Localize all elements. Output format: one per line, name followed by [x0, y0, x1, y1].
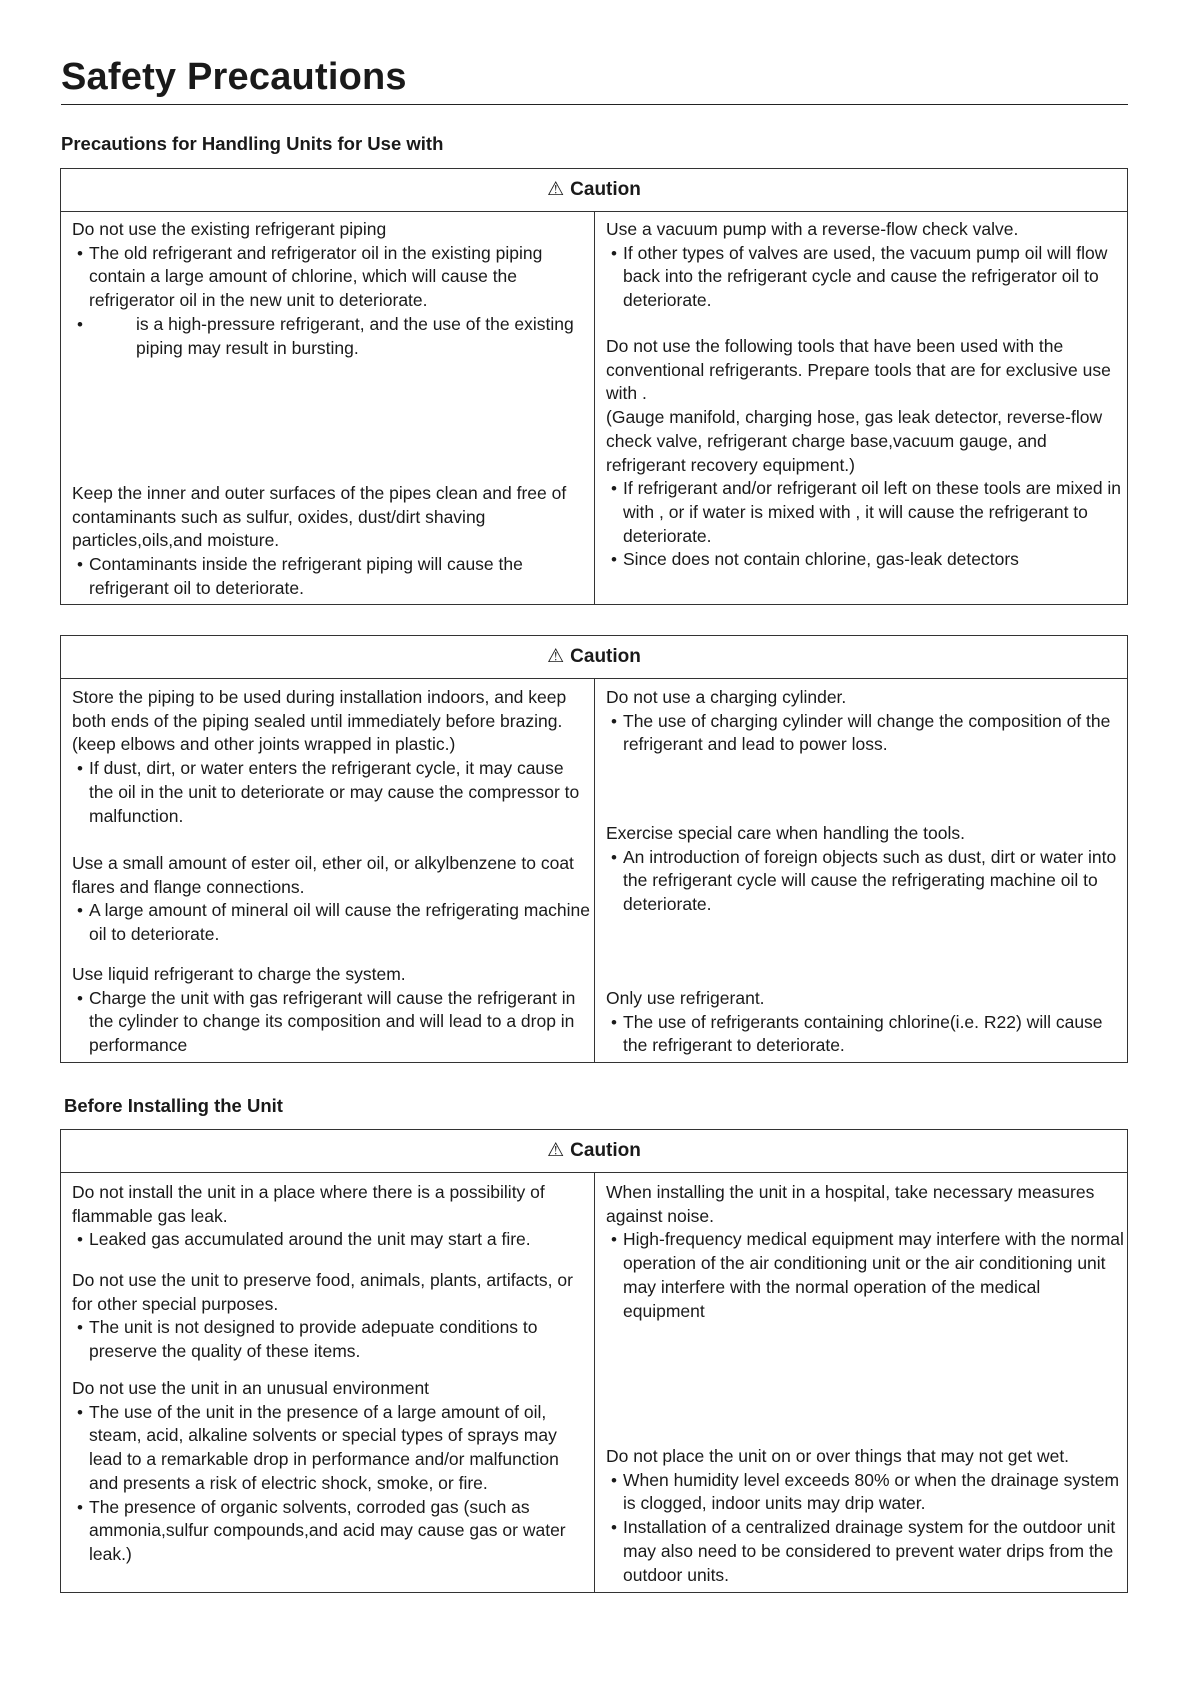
caution-item: Use a vacuum pump with a reverse-flow check valve. • If other types of valves are used, the vacuum pump oil will flow back into the refrigerant cycle and cause the refrigerator oil to deteriorate.: [606, 218, 1125, 313]
bullet-text: • If dust, dirt, or water enters the refrigerant cycle, it may cause the oil in the unit to deteriorate or may cause the compressor to malfunction.: [72, 757, 590, 828]
bullet-text: • The use of the unit in the presence of a large amount of oil, steam, acid, alkaline solvents or special types of sprays may lead to a remarkable drop in performance and/or malfunction and presents a risk of electric shock, smoke, or fire.: [72, 1401, 590, 1496]
bullet-text: • Since does not contain chlorine, gas-leak detectors: [606, 548, 1125, 572]
caution-right-column: [595, 1172, 1127, 1592]
bullet-text: • Leaked gas accumulated around the unit may start a fire.: [72, 1228, 590, 1252]
bullet-text: • The unit is not designed to provide adepuate conditions to preserve the quality of these items.: [72, 1316, 590, 1363]
caution-item: When installing the unit in a hospital, take necessary measures against noise. • High-frequency medical equipment may interfere with the normal operation of the air conditioning unit or the air conditioning unit may interfere with the normal operation of the medical equipment: [606, 1181, 1125, 1323]
bullet-text: • The old refrigerant and refrigerator oil in the existing piping contain a large amount of chlorine, which will cause the refrigerator oil in the new unit to deteriorate.: [72, 242, 590, 313]
page-title: Safety Precautions: [61, 56, 407, 98]
bullet-text: • A large amount of mineral oil will cause the refrigerating machine oil to deteriorate.: [72, 899, 590, 946]
caution-item: Keep the inner and outer surfaces of the pipes clean and free of contaminants such as sulfur, oxides, dust/dirt shaving particles,oils,and moisture. • Contaminants inside the refrigerant piping will cause the refrigerant oil to deteriorate.: [72, 482, 590, 601]
bullet-text: • The use of charging cylinder will change the composition of the refrigerant and lead to power loss.: [606, 710, 1125, 757]
caution-box-2: [60, 635, 1128, 1063]
bullet-text: • The presence of organic solvents, corroded gas (such as ammonia,sulfur compounds,and acid may cause gas or water leak.): [72, 1496, 590, 1567]
caution-box-3: [60, 1129, 1128, 1593]
warning-triangle-icon: ⚠: [547, 179, 565, 200]
bullet-text: • Charge the unit with gas refrigerant will cause the refrigerant in the cylinder to change its composition and will lead to a drop in performance: [72, 987, 590, 1058]
caution-left-column: [61, 1172, 595, 1592]
bullet-text: • If other types of valves are used, the vacuum pump oil will flow back into the refrigerant cycle and cause the refrigerator oil to deteriorate.: [606, 242, 1125, 313]
caution-item: Do not use the unit in an unusual environment • The use of the unit in the presence of a large amount of oil, steam, acid, alkaline solvents or special types of sprays may lead to a remarkable drop in performance and/or malfunction and presents a risk of electric shock, smoke, or fire. • The presence of organic solvents, corroded gas (such as ammonia,sulfur compounds,and acid may cause gas or water leak.): [72, 1377, 590, 1567]
caution-item: Store the piping to be used during installation indoors, and keep both ends of the piping sealed until immediately before brazing.(keep elbows and other joints wrapped in plastic.) • If dust, dirt, or water enters the refrigerant cycle, it may cause the oil in the unit to deteriorate or may cause the compressor to malfunction.: [72, 686, 590, 828]
caution-header: ⚠ Caution: [61, 1130, 1127, 1173]
caution-item: Do not place the unit on or over things that may not get wet. • When humidity level exceeds 80% or when the drainage system is clogged, indoor units may drip water. • Installation of a centralized drainage system for the outdoor unit may also need to be considered to prevent water drips from the outdoor units.: [606, 1445, 1125, 1587]
section-heading-before-installing: Before Installing the Unit: [64, 1095, 283, 1116]
caution-item: Do not use the existing refrigerant piping • The old refrigerant and refrigerator oil in the existing piping contain a large amount of chlorine, which will cause the refrigerator oil in the new unit to deteriorate. • is a high-pressure refrigerant, and the use of the existing piping may result in bursting.: [72, 218, 590, 360]
bullet-text: • is a high-pressure refrigerant, and the use of the existing piping may result in bursting.: [72, 313, 590, 360]
caution-left-column: [61, 211, 595, 604]
section-heading-handling: Precautions for Handling Units for Use with: [61, 133, 444, 154]
bullet-text: • The use of refrigerants containing chlorine(i.e. R22) will cause the refrigerant to deteriorate.: [606, 1011, 1125, 1058]
bullet-text: • High-frequency medical equipment may interfere with the normal operation of the air conditioning unit or the air conditioning unit may interfere with the normal operation of the medical equipment: [606, 1228, 1125, 1323]
title-underline: [61, 104, 1128, 105]
bullet-text: • An introduction of foreign objects such as dust, dirt or water into the refrigerant cycle will cause the refrigerating machine oil to deteriorate.: [606, 846, 1125, 917]
caution-item: Do not use a charging cylinder. • The use of charging cylinder will change the composition of the refrigerant and lead to power loss.: [606, 686, 1125, 757]
caution-box-1: [60, 168, 1128, 605]
caution-header: ⚠ Caution: [61, 169, 1127, 212]
warning-triangle-icon: ⚠: [547, 646, 565, 667]
warning-triangle-icon: ⚠: [547, 1140, 565, 1161]
bullet-text: • Installation of a centralized drainage system for the outdoor unit may also need to be considered to prevent water drips from the outdoor units.: [606, 1516, 1125, 1587]
caution-right-column: [595, 211, 1127, 604]
caution-right-column: [595, 678, 1127, 1062]
caution-item: Only use refrigerant. • The use of refrigerants containing chlorine(i.e. R22) will cause the refrigerant to deteriorate.: [606, 987, 1125, 1058]
caution-left-column: [61, 678, 595, 1062]
caution-item: Use a small amount of ester oil, ether oil, or alkylbenzene to coat flares and flange connections. • A large amount of mineral oil will cause the refrigerating machine oil to deteriorate.: [72, 852, 590, 947]
bullet-text: • Contaminants inside the refrigerant piping will cause the refrigerant oil to deteriorate.: [72, 553, 590, 600]
bullet-text: • If refrigerant and/or refrigerant oil left on these tools are mixed in with , or if water is mixed with , it will cause the refrigerant to deteriorate.: [606, 477, 1125, 548]
bullet-text: • When humidity level exceeds 80% or when the drainage system is clogged, indoor units may drip water.: [606, 1469, 1125, 1516]
caution-item: Use liquid refrigerant to charge the system. • Charge the unit with gas refrigerant will cause the refrigerant in the cylinder to change its composition and will lead to a drop in performance: [72, 963, 590, 1058]
caution-item: Do not use the unit to preserve food, animals, plants, artifacts, or for other special purposes. • The unit is not designed to provide adepuate conditions to preserve the quality of these items.: [72, 1269, 590, 1364]
caution-header: ⚠ Caution: [61, 636, 1127, 679]
caution-item: Do not use the following tools that have been used with the conventional refrigerants. Prepare tools that are for exclusive use with . (Gauge manifold, charging hose, gas leak detector, reverse-flow check valve, refrigerant charge base,vacuum gauge, and refrigerant recovery equipment.) • If refrigerant and/or refrigerant oil left on these tools are mixed in with , or if water is mixed with , it will cause the refrigerant to deteriorate. • Since does not contain chlorine, gas-leak detectors: [606, 335, 1125, 572]
caution-item: Exercise special care when handling the tools. • An introduction of foreign objects such as dust, dirt or water into the refrigerant cycle will cause the refrigerating machine oil to deteriorate.: [606, 822, 1125, 917]
caution-item: Do not install the unit in a place where there is a possibility of flammable gas leak. • Leaked gas accumulated around the unit may start a fire.: [72, 1181, 590, 1252]
